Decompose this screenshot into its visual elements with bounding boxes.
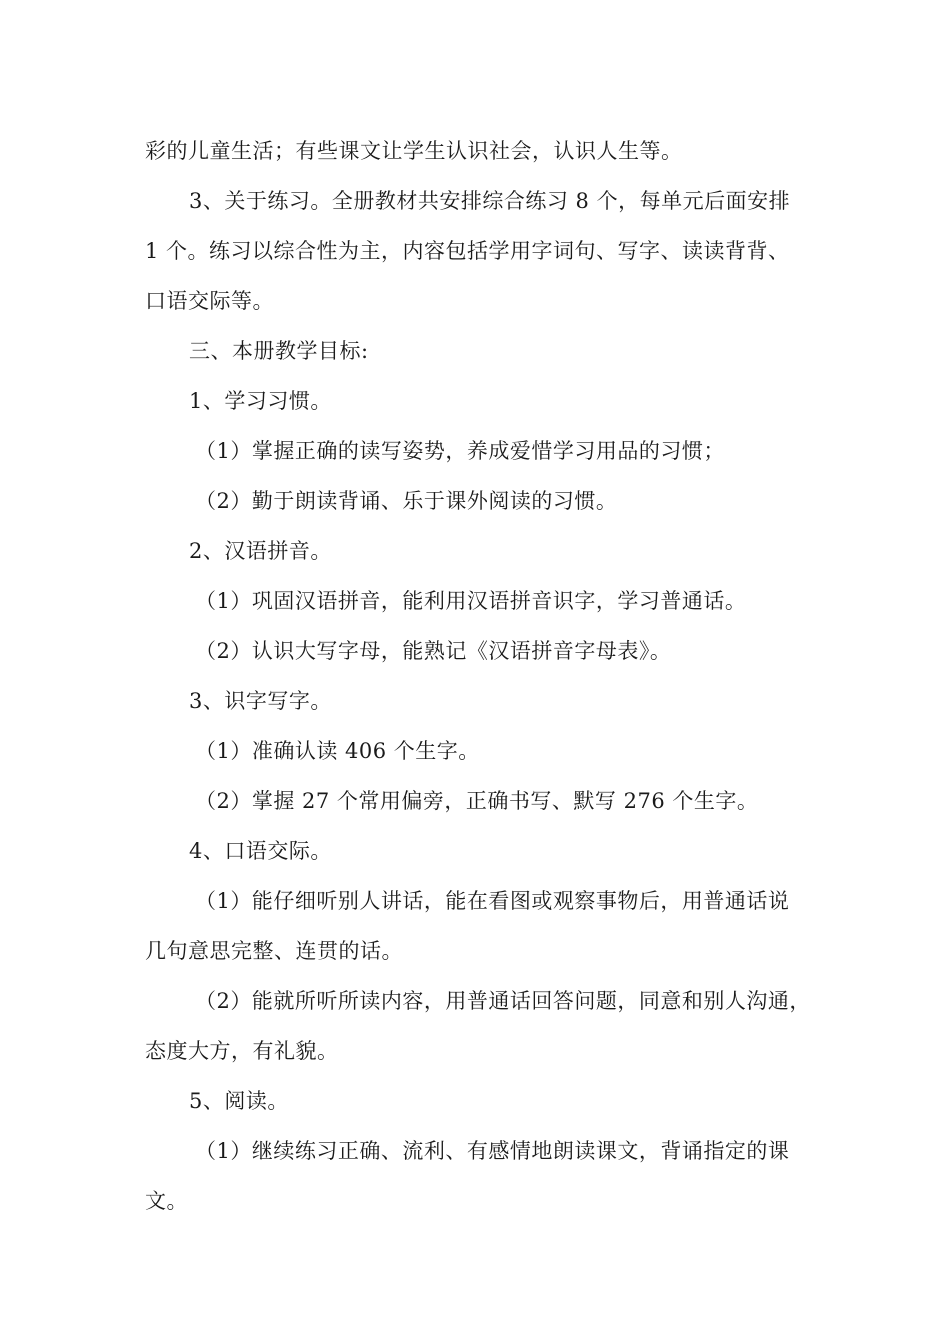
subsection-heading: 2、汉语拼音。: [189, 539, 332, 563]
list-item: （1）继续练习正确、流利、有感情地朗读课文，背诵指定的课: [195, 1139, 790, 1163]
list-item: （1）能仔细听别人讲话，能在看图或观察事物后，用普通话说: [195, 889, 790, 913]
paragraph-line: 1 个。练习以综合性为主，内容包括学用字词句、写字、读读背背、: [145, 239, 790, 263]
list-item: （1）巩固汉语拼音，能利用汉语拼音识字，学习普通话。: [195, 589, 747, 613]
list-item: （2）勤于朗读背诵、乐于课外阅读的习惯。: [195, 489, 618, 513]
paragraph-line: 态度大方，有礼貌。: [145, 1039, 339, 1063]
list-item: （1）准确认读 406 个生字。: [195, 739, 480, 763]
subsection-heading: 1、学习习惯。: [189, 389, 332, 413]
subsection-heading: 4、口语交际。: [189, 839, 332, 863]
list-item: （2）能就所听所读内容，用普通话回答问题，同意和别人沟通，: [195, 989, 811, 1013]
section-heading: 三、本册教学目标:: [189, 339, 369, 363]
paragraph-line: 文。: [145, 1189, 188, 1213]
paragraph-line: 3、关于练习。全册教材共安排综合练习 8 个，每单元后面安排: [189, 189, 791, 213]
list-item: （2）掌握 27 个常用偏旁，正确书写、默写 276 个生字。: [195, 789, 759, 813]
list-item: （1）掌握正确的读写姿势，养成爱惜学习用品的习惯；: [195, 439, 725, 463]
list-item: （2）认识大写字母，能熟记《汉语拼音字母表》。: [195, 639, 672, 663]
subsection-heading: 5、阅读。: [189, 1089, 289, 1113]
paragraph-line: 几句意思完整、连贯的话。: [145, 939, 403, 963]
paragraph-line: 口语交际等。: [145, 289, 274, 313]
subsection-heading: 3、识字写字。: [189, 689, 332, 713]
paragraph-line: 彩的儿童生活；有些课文让学生认识社会，认识人生等。: [145, 139, 683, 163]
